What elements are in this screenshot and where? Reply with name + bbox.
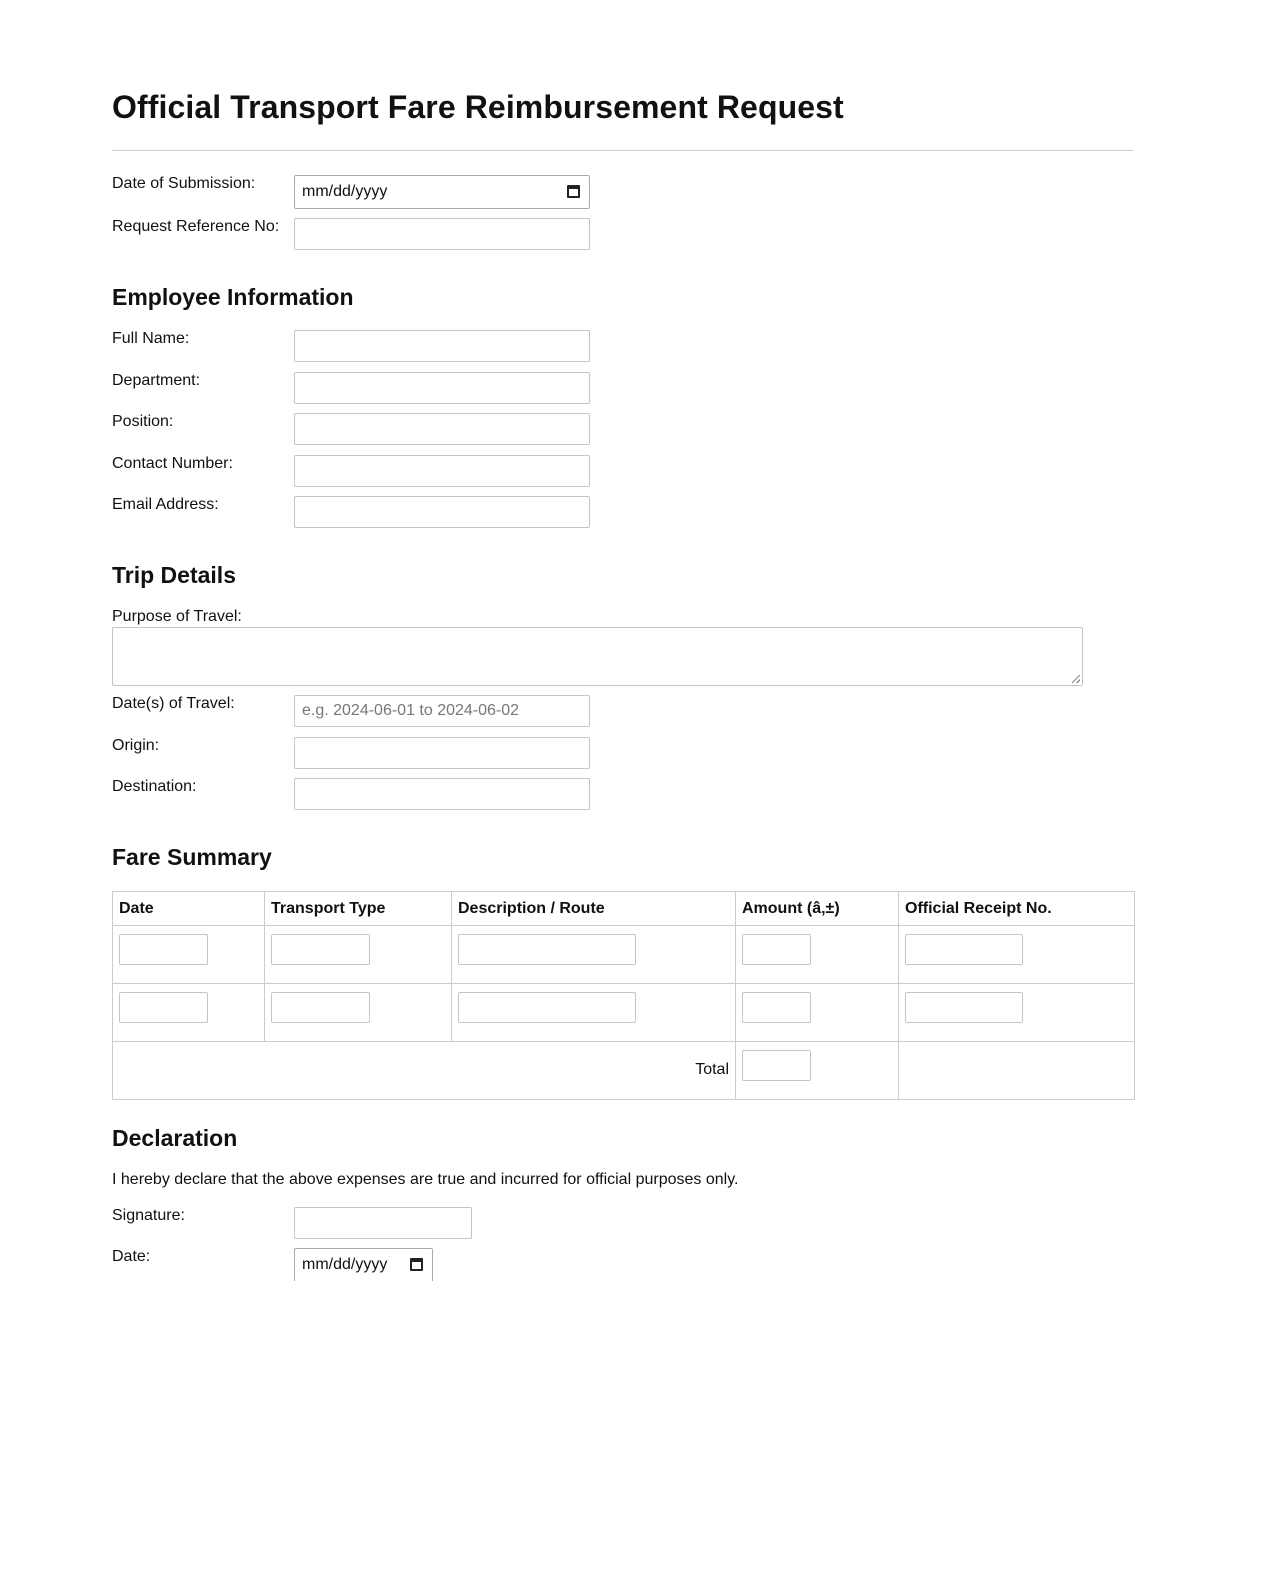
column-header-description: Description / Route <box>452 892 736 926</box>
fare-table-header <box>113 892 1135 926</box>
position-label: Position: <box>112 413 174 430</box>
row2-description-input[interactable] <box>458 992 636 1023</box>
full-name-input[interactable] <box>294 330 590 362</box>
travel-dates-input[interactable] <box>294 695 590 727</box>
signature-label: Signature: <box>112 1207 185 1224</box>
row1-date-input[interactable] <box>119 934 208 965</box>
page-title: Official Transport Fare Reimbursement Request <box>112 89 844 125</box>
purpose-textarea[interactable] <box>112 627 1083 686</box>
signature-input[interactable] <box>294 1207 472 1239</box>
employee-section-heading: Employee Information <box>112 284 354 310</box>
reference-input[interactable] <box>294 218 590 250</box>
travel-dates-label: Date(s) of Travel: <box>112 695 235 712</box>
row2-amount-input[interactable] <box>742 992 811 1023</box>
email-row <box>112 496 812 530</box>
department-input[interactable] <box>294 372 590 404</box>
submission-date-label: Date of Submission: <box>112 175 256 192</box>
row2-receipt-input[interactable] <box>905 992 1023 1023</box>
contact-label: Contact Number: <box>112 455 233 472</box>
origin-label: Origin: <box>112 737 160 754</box>
email-label: Email Address: <box>112 496 219 513</box>
column-header-date: Date <box>113 892 265 926</box>
full-name-label: Full Name: <box>112 330 190 347</box>
department-row <box>112 372 812 406</box>
origin-row <box>112 737 812 771</box>
column-header-transport-type: Transport Type <box>265 892 452 926</box>
row1-amount-input[interactable] <box>742 934 811 965</box>
total-label: Total <box>695 1061 729 1078</box>
declaration-date-label: Date: <box>112 1248 151 1265</box>
total-amount-input[interactable] <box>742 1050 811 1081</box>
position-input[interactable] <box>294 413 590 445</box>
declaration-date-input[interactable] <box>294 1248 433 1281</box>
row2-date-input[interactable] <box>119 992 208 1023</box>
origin-input[interactable] <box>294 737 590 769</box>
calendar-icon[interactable] <box>567 185 580 198</box>
submission-date-text: mm/dd/yyyy <box>302 183 388 200</box>
fare-section-heading: Fare Summary <box>112 844 272 870</box>
department-label: Department: <box>112 372 201 389</box>
declaration-date-text: mm/dd/yyyy <box>302 1256 388 1273</box>
declaration-date-row <box>112 1248 812 1281</box>
destination-row <box>112 778 812 812</box>
column-header-receipt: Official Receipt No. <box>899 892 1135 926</box>
reference-label: Request Reference No: <box>112 218 280 235</box>
declaration-statement: I hereby declare that the above expenses are true and incurred for official purposes only. <box>112 1171 739 1188</box>
email-input[interactable] <box>294 496 590 528</box>
title-divider <box>112 150 1133 151</box>
total-row <box>113 1042 1135 1100</box>
reference-row <box>112 218 812 252</box>
declaration-section-heading: Declaration <box>112 1125 238 1151</box>
calendar-icon[interactable] <box>410 1258 423 1271</box>
full-name-row <box>112 330 812 364</box>
purpose-label: Purpose of Travel: <box>112 608 242 625</box>
destination-input[interactable] <box>294 778 590 810</box>
submission-date-input[interactable] <box>294 175 590 209</box>
contact-row <box>112 455 812 489</box>
destination-label: Destination: <box>112 778 197 795</box>
contact-input[interactable] <box>294 455 590 487</box>
column-header-amount: Amount (â‚±) <box>736 892 899 926</box>
row1-description-input[interactable] <box>458 934 636 965</box>
fare-table <box>112 891 1135 1100</box>
row1-receipt-input[interactable] <box>905 934 1023 965</box>
trip-section-heading: Trip Details <box>112 562 236 588</box>
table-row <box>113 984 1135 1042</box>
resize-grip-icon[interactable] <box>1072 675 1080 683</box>
submission-date-row <box>112 175 812 209</box>
row1-transport-input[interactable] <box>271 934 370 965</box>
position-row <box>112 413 812 447</box>
travel-dates-row <box>112 695 812 729</box>
table-row <box>113 926 1135 984</box>
signature-row <box>112 1207 812 1241</box>
row2-transport-input[interactable] <box>271 992 370 1023</box>
